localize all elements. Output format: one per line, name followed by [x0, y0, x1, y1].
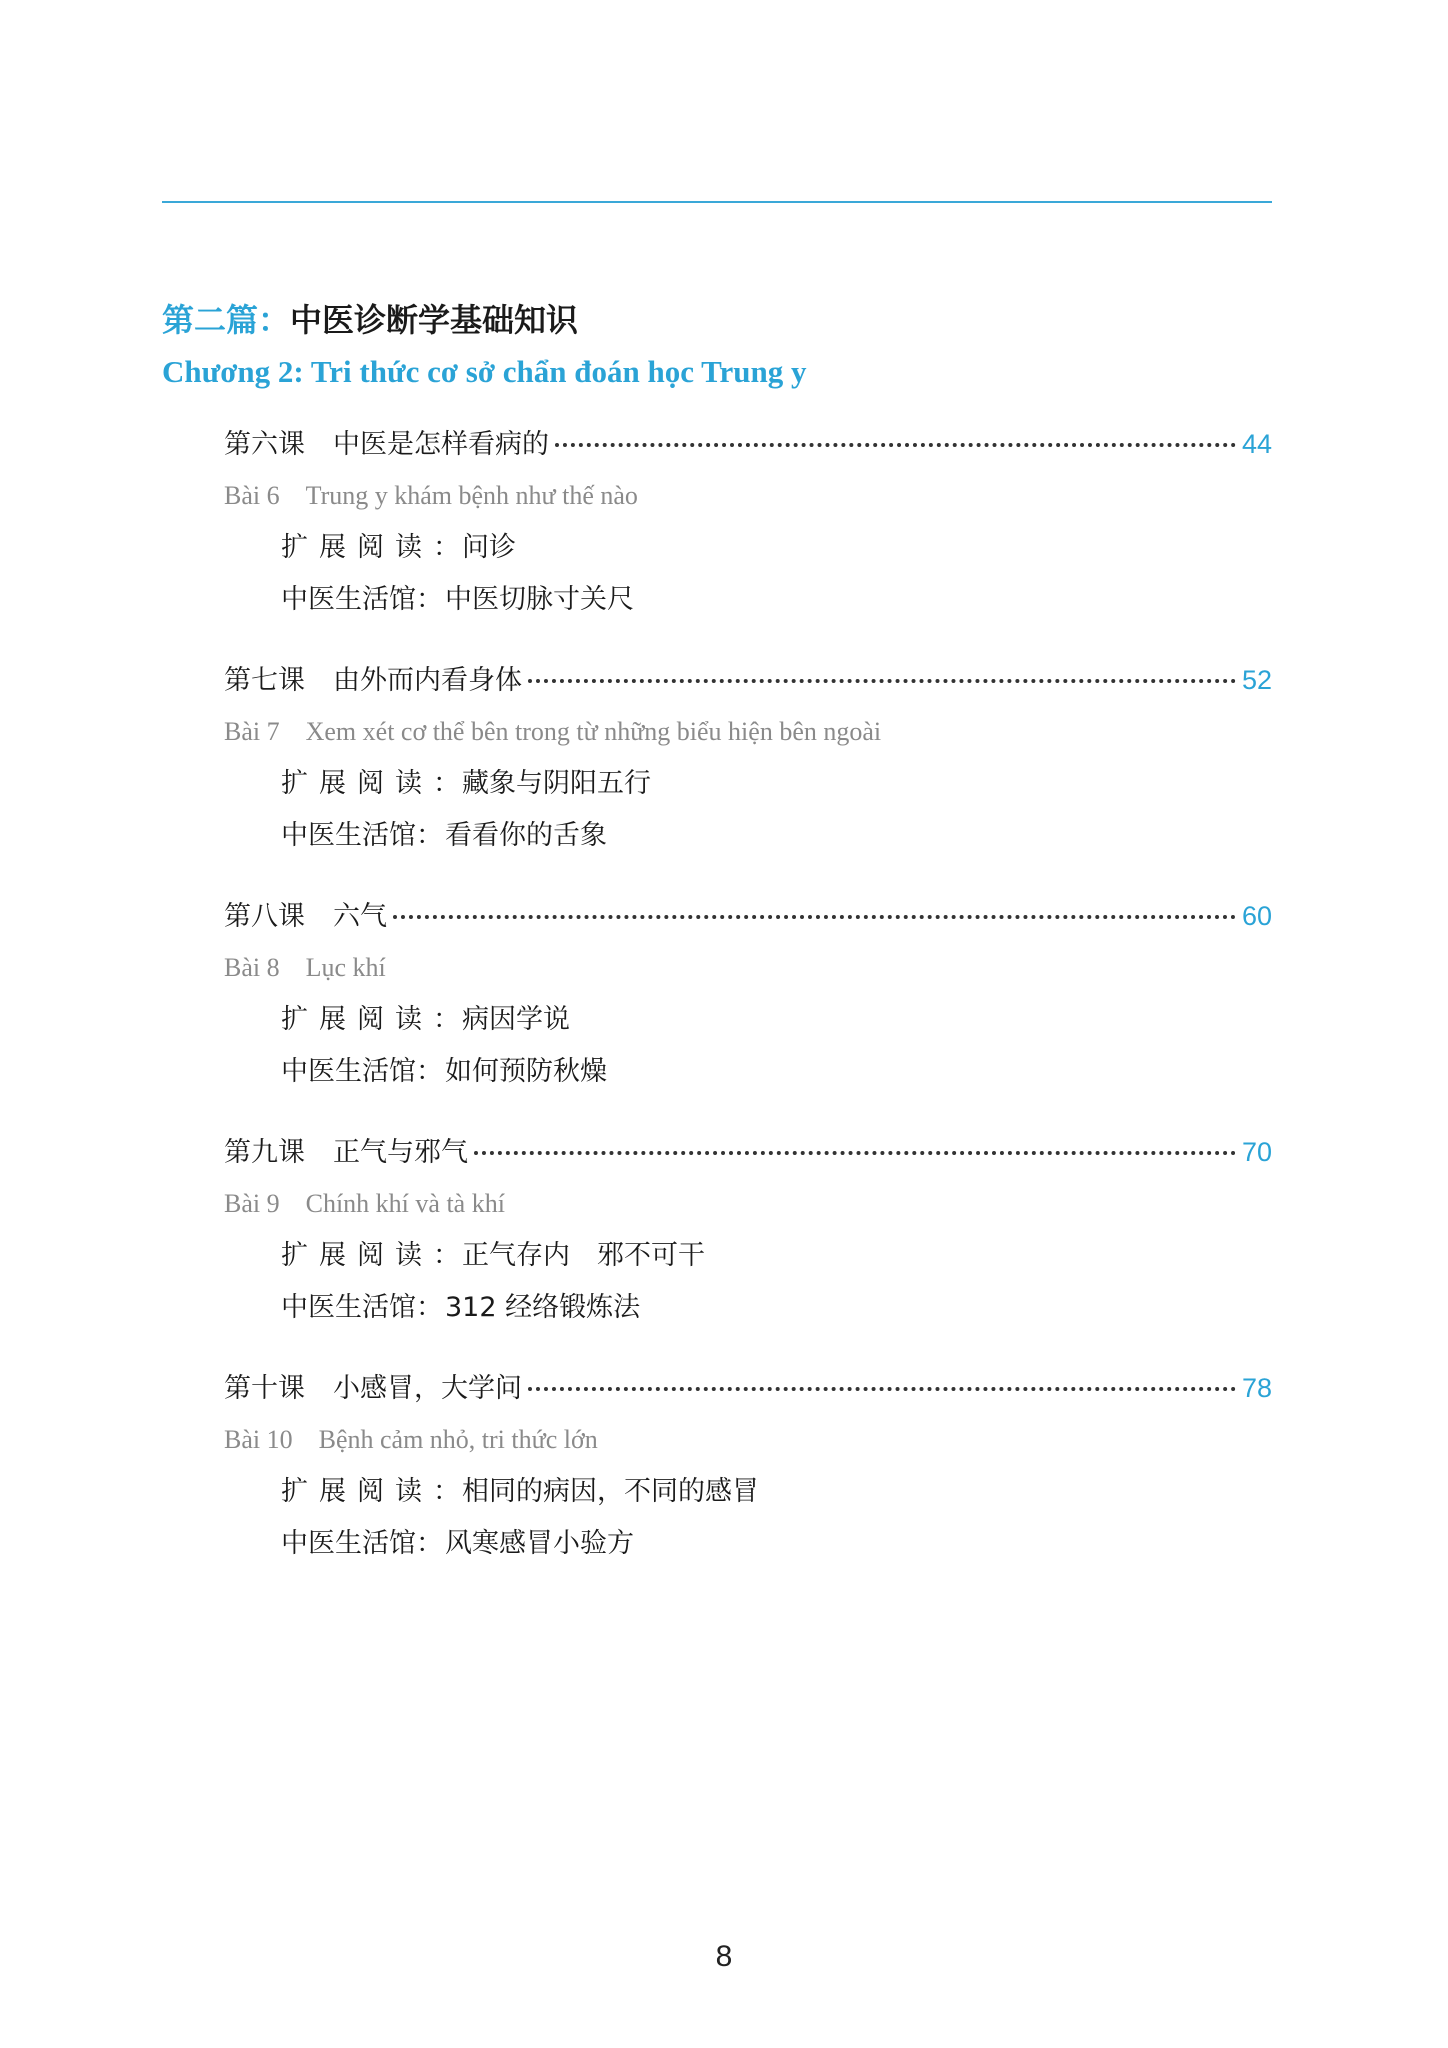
- page-number-link[interactable]: 52: [1241, 665, 1272, 695]
- extended-reading-text: 病因学说: [462, 1004, 570, 1035]
- part-title: [162, 298, 578, 342]
- extended-reading-text: 问诊: [462, 532, 516, 563]
- lesson-vn-title: Lục khí: [305, 953, 386, 982]
- colon: ：: [433, 768, 460, 799]
- lesson-number: 第七课: [224, 665, 305, 696]
- extended-reading-label: 扩展阅读: [281, 1240, 433, 1271]
- toc-entry[interactable]: [224, 890, 1272, 1098]
- dot-leader: [528, 1387, 1236, 1391]
- tcm-life-hall: [224, 574, 1272, 626]
- extended-reading-label: 扩展阅读: [281, 1476, 433, 1507]
- colon: ：: [416, 1292, 443, 1323]
- lesson-vn-number: Bài 8: [224, 953, 280, 982]
- lesson-heading[interactable]: [224, 890, 1272, 942]
- page-number: 8: [715, 1940, 733, 1973]
- chapter-title: Chương 2: Tri thức cơ sở chẩn đoán học Trung y: [162, 354, 807, 389]
- part-name: 中医诊断学基础知识: [290, 301, 579, 339]
- colon: ：: [416, 1528, 443, 1559]
- toc-entry[interactable]: [224, 654, 1272, 862]
- lesson-number: 第八课: [224, 901, 305, 932]
- page-number-link[interactable]: 70: [1241, 1137, 1272, 1167]
- extended-reading-label: 扩展阅读: [281, 768, 433, 799]
- lesson-heading[interactable]: [224, 654, 1272, 706]
- lesson-vn-number: Bài 10: [224, 1425, 293, 1454]
- lesson-title: 正气与邪气: [333, 1137, 468, 1168]
- dot-leader: [393, 915, 1236, 919]
- extended-reading: [224, 1466, 1272, 1518]
- lesson-title: 六气: [333, 901, 387, 932]
- lesson-number: 第六课: [224, 429, 305, 460]
- colon: ：: [433, 1240, 460, 1271]
- lesson-vn-number: Bài 7: [224, 717, 280, 746]
- lesson-vietnamese: [224, 1414, 1272, 1466]
- tcm-life-hall: [224, 810, 1272, 862]
- extended-reading: [224, 994, 1272, 1046]
- tcm-life-hall: [224, 1046, 1272, 1098]
- tcm-life-hall-text: 看看你的舌象: [445, 820, 607, 851]
- extended-reading: [224, 522, 1272, 574]
- lesson-vn-title: Bệnh cảm nhỏ, tri thức lớn: [318, 1425, 598, 1454]
- lesson-number: 第十课: [224, 1373, 305, 1404]
- extended-reading: [224, 1230, 1272, 1282]
- tcm-life-hall-text: 风寒感冒小验方: [445, 1528, 634, 1559]
- lesson-title: 由外而内看身体: [333, 665, 522, 696]
- lesson-vietnamese: [224, 942, 1272, 994]
- toc-entry[interactable]: [224, 418, 1272, 626]
- tcm-life-hall-text: 312 经络锻炼法: [445, 1292, 641, 1323]
- colon: ：: [416, 1056, 443, 1087]
- lesson-title: 小感冒，大学问: [333, 1373, 522, 1404]
- table-of-contents: [224, 418, 1272, 1598]
- colon: ：: [433, 1004, 460, 1035]
- lesson-vn-title: Chính khí và tà khí: [305, 1189, 505, 1218]
- lesson-vietnamese: [224, 1178, 1272, 1230]
- toc-entry[interactable]: [224, 1362, 1272, 1570]
- dot-leader: [474, 1151, 1236, 1155]
- lesson-number: 第九课: [224, 1137, 305, 1168]
- dot-leader: [555, 443, 1236, 447]
- tcm-life-hall: [224, 1282, 1272, 1334]
- colon: ：: [416, 820, 443, 851]
- tcm-life-hall-label: 中医生活馆: [281, 1056, 416, 1087]
- lesson-heading[interactable]: [224, 418, 1272, 470]
- page-number-link[interactable]: 44: [1241, 429, 1272, 459]
- colon: ：: [433, 1476, 460, 1507]
- lesson-heading[interactable]: [224, 1126, 1272, 1178]
- colon: ：: [433, 532, 460, 563]
- tcm-life-hall-label: 中医生活馆: [281, 1528, 416, 1559]
- tcm-life-hall-label: 中医生活馆: [281, 820, 416, 851]
- tcm-life-hall-text: 中医切脉寸关尺: [445, 584, 634, 615]
- dot-leader: [528, 679, 1236, 683]
- extended-reading-text: 藏象与阴阳五行: [462, 768, 651, 799]
- page-number-link[interactable]: 78: [1241, 1373, 1272, 1403]
- page-number-link[interactable]: 60: [1241, 901, 1272, 931]
- lesson-vn-number: Bài 6: [224, 481, 280, 510]
- tcm-life-hall: [224, 1518, 1272, 1570]
- toc-entry[interactable]: [224, 1126, 1272, 1334]
- part-label: 第二篇：: [162, 301, 291, 339]
- tcm-life-hall-label: 中医生活馆: [281, 584, 416, 615]
- extended-reading-text: 相同的病因，不同的感冒: [462, 1476, 759, 1507]
- extended-reading-text: 正气存内 邪不可干: [462, 1240, 705, 1271]
- lesson-vn-title: Trung y khám bệnh như thế nào: [305, 481, 638, 510]
- header-rule: [162, 201, 1272, 203]
- lesson-vn-title: Xem xét cơ thể bên trong từ những biểu hiện bên ngoài: [305, 717, 882, 746]
- extended-reading-label: 扩展阅读: [281, 1004, 433, 1035]
- lesson-vietnamese: [224, 470, 1272, 522]
- tcm-life-hall-text: 如何预防秋燥: [445, 1056, 607, 1087]
- colon: ：: [416, 584, 443, 615]
- lesson-vietnamese: [224, 706, 1272, 758]
- lesson-title: 中医是怎样看病的: [333, 429, 549, 460]
- lesson-vn-number: Bài 9: [224, 1189, 280, 1218]
- tcm-life-hall-label: 中医生活馆: [281, 1292, 416, 1323]
- extended-reading: [224, 758, 1272, 810]
- lesson-heading[interactable]: [224, 1362, 1272, 1414]
- extended-reading-label: 扩展阅读: [281, 532, 433, 563]
